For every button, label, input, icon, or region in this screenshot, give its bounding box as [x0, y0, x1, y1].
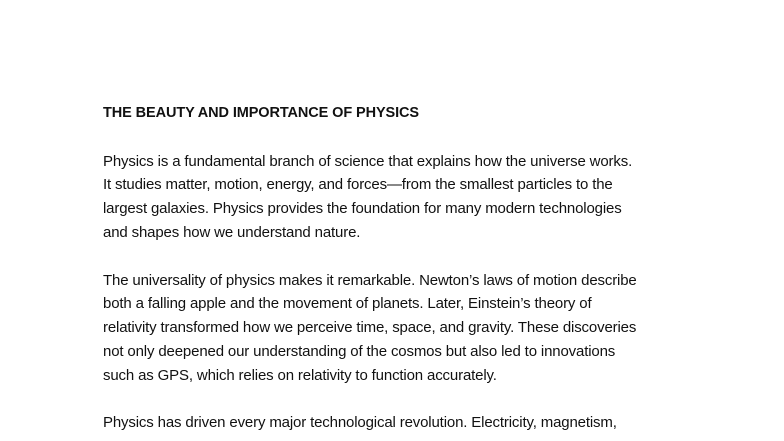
paragraph-line: and shapes how we understand nature.	[103, 223, 361, 241]
paragraph	[103, 411, 703, 435]
paragraph	[103, 269, 703, 388]
paragraph-line: Physics is a fundamental branch of science that explains how the universe works.	[103, 152, 633, 170]
paragraph-line: such as GPS, which relies on relativity to function accurately.	[103, 366, 497, 384]
paragraph-line: both a falling apple and the movement of planets. Later, Einstein’s theory of	[103, 295, 592, 313]
paragraph-line: Physics has driven every major technological revolution. Electricity, magnetism,	[103, 414, 617, 432]
document-title: THE BEAUTY AND IMPORTANCE OF PHYSICS	[103, 105, 419, 121]
paragraph-line: not only deepened our understanding of the cosmos but also led to innovations	[103, 342, 616, 360]
paragraph-line: largest galaxies. Physics provides the foundation for many modern technologies	[103, 200, 622, 218]
paragraph-line: It studies matter, motion, energy, and forces—from the smallest particles to the	[103, 176, 613, 194]
document-body	[103, 102, 703, 441]
paragraph-line: relativity transformed how we perceive time, space, and gravity. These discoveries	[103, 319, 637, 337]
paragraph	[103, 150, 703, 245]
paragraph-line: The universality of physics makes it remarkable. Newton’s laws of motion describe	[103, 271, 637, 289]
